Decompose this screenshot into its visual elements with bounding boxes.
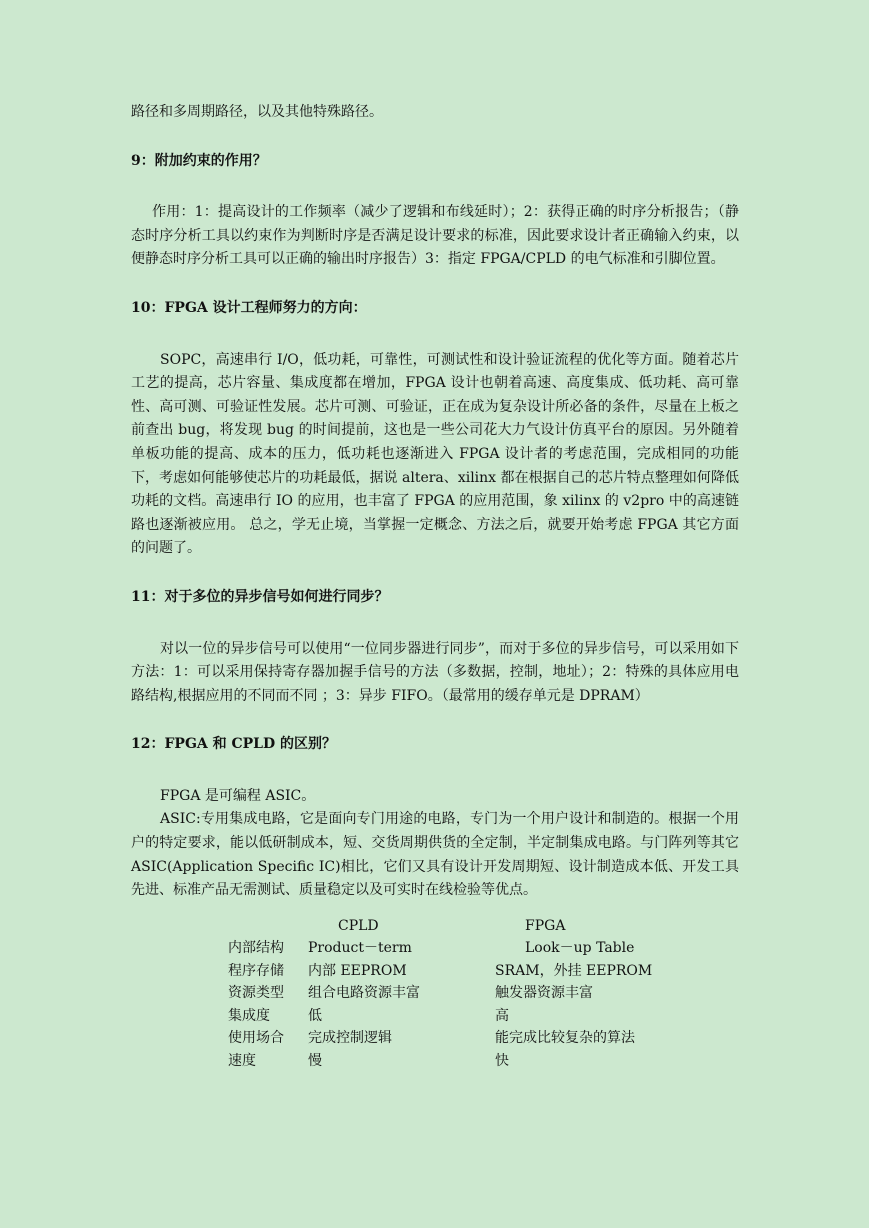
table-cell-cpld: 完成控制逻辑	[308, 1030, 392, 1047]
section-9-heading: 9：附加约束的作用？	[131, 152, 267, 169]
table-header-cpld: CPLD	[338, 917, 379, 934]
table-cell-cpld: 慢	[308, 1052, 322, 1069]
table-header-row	[228, 915, 705, 938]
table-cell-cpld: 内部 EEPROM	[308, 962, 407, 979]
section-10-paragraph: SOPC，高速串行 I/O，低功耗，可靠性，可测试性和设计验证流程的优化等方面。随着芯片工艺的提高，芯片容量、集成度都在增加，FPGA 设计也朝着高速、高度集成、低功耗、高可靠性、高可测、可验证性发展。芯片可测、可验证，正在成为复杂设计所必备的条件，尽量在上板之前查出 bug，将发现 bug 的时间提前，这也是一些公司花大力气设计仿真平台的原因。另外随着单板功能的提高、成本的压力，低功耗也逐渐进入 FPGA 设计者的考虑范围，完成相同的功能下，考虑如何能够使芯片的功耗最低，据说 altera、xilinx 都在根据自己的芯片特点整理如何降低功耗的文档。高速串行 IO 的应用，也丰富了 FPGA 的应用范围，象 xilinx 的 v2pro 中的高速链路也逐渐被应用。 总之，学无止境，当掌握一定概念、方法之后，就要开始考虑 FPGA 其它方面的问题了。	[131, 351, 739, 557]
table-cell-fpga: Look－up Table	[525, 940, 635, 957]
table-row-label: 使用场合	[228, 1030, 284, 1047]
section-9-paragraph: 作用：1：提高设计的工作频率（减少了逻辑和布线延时）；2：获得正确的时序分析报告；（静态时序分析工具以约束作为判断时序是否满足设计要求的标准，因此要求设计者正确输入约束，以便静态时序分析工具可以正确的输出时序报告）3：指定 FPGA/CPLD 的电气标准和引脚位置。	[131, 204, 739, 268]
table-row-label: 速度	[228, 1052, 256, 1069]
table-row-label: 程序存储	[228, 962, 284, 979]
continuation-text: 路径和多周期路径，以及其他特殊路径。	[131, 104, 383, 120]
table-row	[228, 937, 705, 960]
table-row	[228, 1005, 705, 1028]
table-row	[228, 982, 705, 1005]
table-cell-fpga: 快	[495, 1052, 509, 1069]
section-12-paragraph-1: FPGA 是可编程 ASIC。	[160, 787, 316, 804]
table-row	[228, 960, 705, 983]
table-row-label: 集成度	[228, 1007, 270, 1024]
section-11-heading: 11：对于多位的异步信号如何进行同步？	[131, 588, 389, 605]
section-10-heading: 10：FPGA 设计工程师努力的方向：	[131, 299, 367, 316]
section-12-paragraph-2: ASIC:专用集成电路，它是面向专门用途的电路，专门为一个用户设计和制造的。根据一个用户的特定要求，能以低研制成本，短、交货周期供货的全定制，半定制集成电路。与门阵列等其它 ASIC(Application Specific IC)相比，它们又具有设计开发周期短、设计制造成本低、开发工具先进、标准产品无需测试、质量稳定以及可实时在线检验等优点。	[131, 811, 739, 899]
section-11-paragraph: 对以一位的异步信号可以使用“一位同步器进行同步”，而对于多位的异步信号，可以采用如下方法：1：可以采用保持寄存器加握手信号的方法（多数据，控制，地址）；2：特殊的具体应用电路结构,根据应用的不同而不同 ；3：异步 FIFO。（最常用的缓存单元是 DPRAM）	[131, 640, 739, 704]
table-row	[228, 1027, 705, 1050]
table-cell-cpld: 组合电路资源丰富	[308, 985, 420, 1002]
table-cell-fpga: 触发器资源丰富	[495, 985, 593, 1002]
table-cell-cpld: Product－term	[308, 940, 412, 957]
table-row-label: 资源类型	[228, 985, 284, 1002]
table-cell-cpld: 低	[308, 1007, 322, 1024]
cpld-fpga-comparison-table	[228, 915, 705, 1073]
table-header-fpga: FPGA	[525, 917, 566, 934]
table-cell-fpga: SRAM，外挂 EEPROM	[495, 962, 653, 979]
table-cell-fpga: 能完成比较复杂的算法	[495, 1030, 635, 1047]
table-cell-fpga: 高	[495, 1007, 509, 1024]
table-row	[228, 1050, 705, 1073]
table-row-label: 内部结构	[228, 940, 284, 957]
table-header-cell	[228, 915, 308, 938]
section-12-heading: 12：FPGA 和 CPLD 的区别？	[131, 736, 337, 753]
